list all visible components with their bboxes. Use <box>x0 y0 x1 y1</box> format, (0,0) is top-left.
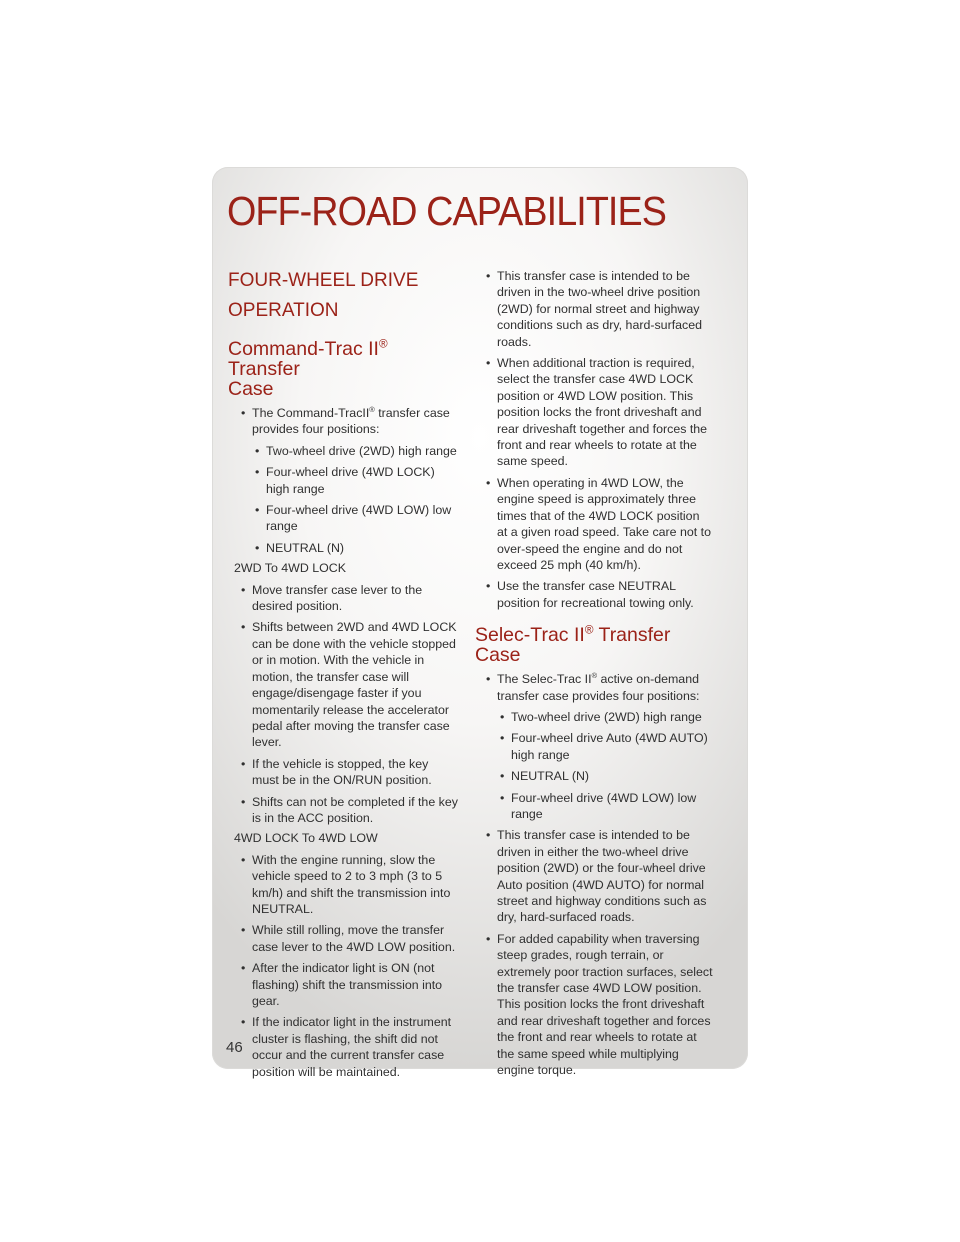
list-item: • For added capability when traversing steep grades, rough terrain, or extremely poor traction surfaces, select the transfer case 4WD LOW position. This position locks the front driveshaft and rear driveshaft together and forces the front and rear wheels to rotate at the same speed while multiplying engine torque. <box>473 931 713 1079</box>
registered-mark: ® <box>369 404 375 414</box>
list-item: • This transfer case is intended to be driven in the two-wheel drive position (2WD) for normal street and highway conditions such as dry, hard-surfaced roads. <box>473 268 713 350</box>
subheading-text-rest: Transfer <box>228 358 300 380</box>
intro-text: The Selec-Trac II <box>497 672 592 687</box>
section-label: 2WD To 4WD LOCK <box>234 561 346 576</box>
subheading-command-trac <box>228 339 458 399</box>
list-item: • Four-wheel drive (4WD LOW) low range <box>473 790 713 823</box>
list-item <box>228 405 458 438</box>
section-title: OFF-ROAD CAPABILITIES <box>227 188 666 234</box>
right-column <box>473 268 713 1078</box>
list-item: • While still rolling, move the transfer case lever to the 4WD LOW position. <box>228 922 458 955</box>
list-item: • When additional traction is required, select the transfer case 4WD LOCK position or 4WD LOW position. This position locks the front driveshaft and rear driveshaft together and forces the front and rear wheels to rotate at the same speed. <box>473 355 713 470</box>
list-item: • Four-wheel drive Auto (4WD AUTO) high range <box>473 730 713 763</box>
list-item: • Shifts between 2WD and 4WD LOCK can be done with the vehicle stopped or in motion. With the vehicle in motion, the transfer case will engage/disengage faster if you momentarily release the accelerator pedal after moving the transfer case lever. <box>228 619 458 750</box>
list-item: • Move transfer case lever to the desired position. <box>228 582 458 615</box>
registered-mark: ® <box>378 337 388 351</box>
left-column <box>228 266 458 1080</box>
subheading-text-rest: Transfer Case <box>475 624 671 667</box>
subheading-text-line2: Case <box>228 378 274 400</box>
list-item: • With the engine running, slow the vehicle speed to 2 to 3 mph (3 to 5 km/h) and shift the transmission into NEUTRAL. <box>228 852 458 918</box>
subheading-text: Selec-Trac II <box>475 624 585 647</box>
list-item: • Four-wheel drive (4WD LOCK) high range <box>228 464 458 497</box>
list-item: • This transfer case is intended to be driven in either the two-wheel drive position (2WD) or the four-wheel drive Auto position (4WD AUTO) for normal street and highway conditions such as dry, hard-surfaced roads. <box>473 827 713 925</box>
list-item: • If the indicator light in the instrument cluster is flashing, the shift did not occur and the current transfer case position will be maintained. <box>228 1014 458 1080</box>
registered-mark: ® <box>591 671 598 680</box>
subheading-text: Command-Trac II <box>228 338 379 360</box>
list-item: • Four-wheel drive (4WD LOW) low range <box>228 502 458 535</box>
list-item: • If the vehicle is stopped, the key must be in the ON/RUN position. <box>228 756 458 789</box>
intro-text-rest: transfer case provides four positions: <box>252 406 450 437</box>
intro-text-rest: active on-demand transfer case provides four positions: <box>497 672 700 703</box>
list-item: • NEUTRAL (N) <box>473 768 713 784</box>
section-label: 4WD LOCK To 4WD LOW <box>234 831 378 846</box>
list-item: • When operating in 4WD LOW, the engine speed is approximately three times that of the 4WD LOCK position at a given road speed. Take care not to over-speed the engine and do not exceed 25 mph (40 km/h). <box>473 475 713 573</box>
intro-text: The Command-TracII <box>252 406 370 420</box>
list-item <box>473 671 713 704</box>
heading-line-2: OPERATION <box>228 300 339 321</box>
list-item: • After the indicator light is ON (not flashing) shift the transmission into gear. <box>228 960 458 1009</box>
heading-line-1: FOUR-WHEEL DRIVE <box>228 270 419 291</box>
list-item: • NEUTRAL (N) <box>228 540 458 556</box>
list-item: • Two-wheel drive (2WD) high range <box>473 709 713 725</box>
registered-mark: ® <box>584 623 594 637</box>
subheading-selec-trac <box>475 625 713 665</box>
list-item: • Two-wheel drive (2WD) high range <box>228 443 458 459</box>
list-item: • Use the transfer case NEUTRAL position for recreational towing only. <box>473 578 713 611</box>
list-item: • Shifts can not be completed if the key is in the ACC position. <box>228 794 458 827</box>
page-number: 46 <box>226 1039 243 1056</box>
heading-four-wheel-drive <box>228 266 458 326</box>
